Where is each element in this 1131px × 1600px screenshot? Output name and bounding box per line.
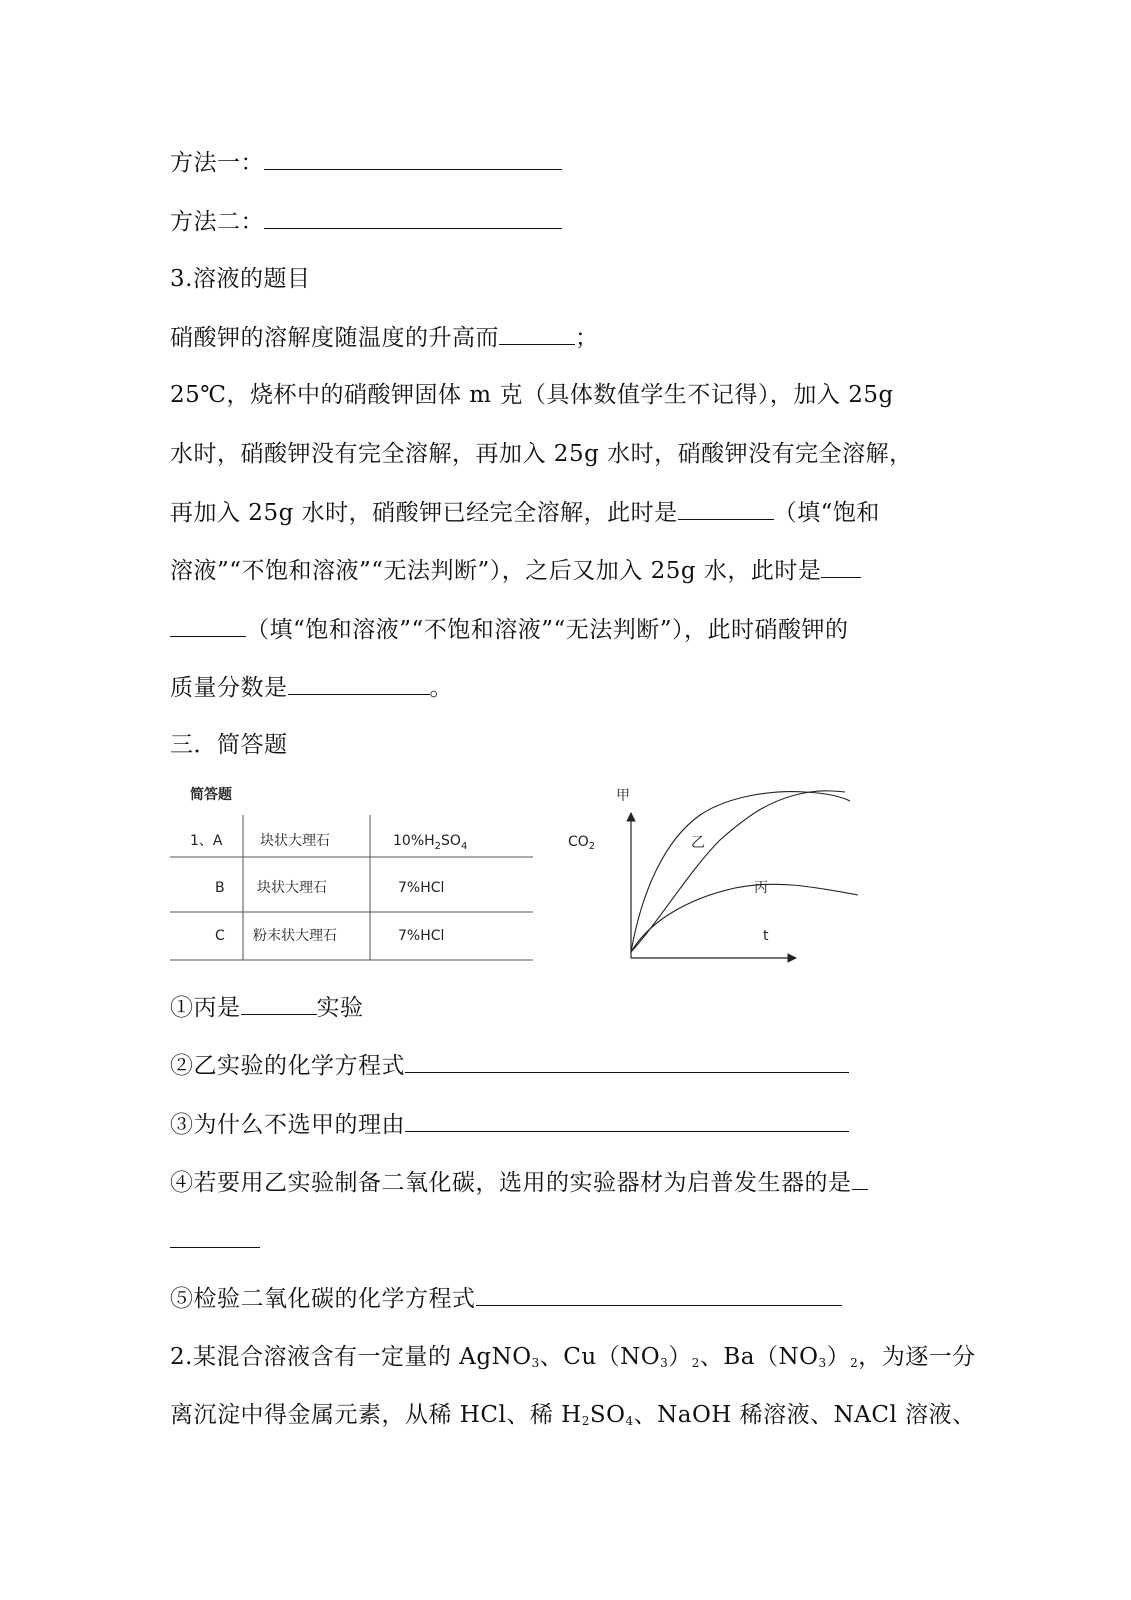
row-b-material: 块状大理石	[257, 880, 327, 896]
short-answer-4-cont	[170, 1225, 260, 1256]
short-answer-1-blank[interactable]	[241, 992, 317, 1015]
method-one-label: 方法一：	[170, 150, 264, 176]
question3-text-f: （填“饱和溶液”“不饱和溶液”“无法判断”），此时硝酸钾的	[246, 617, 849, 643]
short-answer-4	[170, 1167, 868, 1198]
short-answer-4-blank-a[interactable]	[852, 1167, 868, 1190]
short-answer-1-text-b: 实验	[316, 995, 364, 1021]
label-jia: 甲	[616, 788, 630, 804]
short-answer-3-blank[interactable]	[405, 1109, 849, 1132]
state-blank-2b[interactable]	[170, 614, 246, 637]
short-answer-5-blank[interactable]	[476, 1283, 842, 1306]
row-b-acid: 7%HCl	[398, 880, 445, 896]
co2-time-chart	[560, 780, 890, 970]
method-one-blank[interactable]	[264, 147, 562, 170]
method-two-line	[170, 206, 562, 237]
question3-title: 3.溶液的题目	[170, 266, 311, 292]
state-blank-1[interactable]	[678, 497, 774, 520]
short-answer-5-text: ⑤检验二氧化碳的化学方程式	[170, 1286, 476, 1312]
solubility-blank[interactable]	[499, 322, 575, 345]
method-one-line	[170, 147, 562, 178]
question3-line-g	[170, 672, 453, 703]
row-b-label: B	[215, 880, 225, 896]
curve-jia	[631, 792, 850, 952]
short-answer-3-text: ③为什么不选甲的理由	[170, 1112, 405, 1138]
mass-fraction-blank[interactable]	[288, 672, 430, 695]
row-a-material: 块状大理石	[260, 833, 330, 849]
method-two-label: 方法二：	[170, 209, 264, 235]
label-yi: 乙	[691, 835, 705, 851]
short-answer-2-blank[interactable]	[405, 1050, 849, 1073]
short-answer-2-text: ②乙实验的化学方程式	[170, 1053, 405, 1079]
section3-heading: 三．简答题	[170, 732, 288, 758]
question3-line-e	[170, 555, 861, 586]
row-c-material: 粉末状大理石	[253, 928, 337, 944]
short-answer-2	[170, 1050, 849, 1081]
short-answer-3	[170, 1109, 849, 1140]
y-axis-label: $CO_2$	[568, 834, 596, 852]
x-axis-label: t	[763, 928, 769, 944]
row-a-acid: $10\%H_2SO_4$	[393, 833, 468, 852]
short-answer-4-blank-b[interactable]	[170, 1225, 260, 1248]
question3-text-d1: 再加入 25g 水时，硝酸钾已经完全溶解，此时是	[170, 500, 678, 526]
label-bing: 丙	[754, 880, 768, 896]
question3-text-a-end: ；	[575, 325, 599, 351]
question3-text-d2: （填“饱和	[773, 500, 880, 526]
problem2-line-a: 2.某混合溶液含有一定量的 AgNO$_3$、$Cu(NO_3)_2$、$Ba(NO_3)_2$，为逐一分	[170, 1344, 976, 1370]
question3-text-a: 硝酸钾的溶解度随温度的升高而	[170, 325, 499, 351]
question3-line-d	[170, 497, 880, 528]
experiment-table	[165, 780, 535, 970]
question3-line-a	[170, 322, 599, 353]
question3-line-f	[170, 614, 849, 645]
short-answer-4-text: ④若要用乙实验制备二氧化碳，选用的实验器材为启普发生器的是	[170, 1170, 852, 1196]
short-answer-1-text-a: ①丙是	[170, 995, 241, 1021]
curve-yi	[631, 791, 845, 952]
row-c-label: C	[215, 928, 225, 944]
question3-line-c: 水时，硝酸钾没有完全溶解，再加入 25g 水时，硝酸钾没有完全溶解，	[170, 441, 913, 467]
short-answer-1	[170, 992, 364, 1023]
problem2-line-b: 离沉淀中得金属元素，从稀 HCl、稀 $H_2SO_4$、NaOH 稀溶液、NACl 溶液、	[170, 1402, 976, 1428]
short-answer-5	[170, 1283, 842, 1314]
table-title: 简答题	[190, 787, 232, 803]
question3-text-g1: 质量分数是	[170, 675, 288, 701]
question3-text-g2: 。	[429, 675, 453, 701]
curve-bing	[631, 884, 858, 952]
row-a-label: 1、A	[190, 833, 223, 849]
method-two-blank[interactable]	[264, 206, 562, 229]
question3-line-b: 25℃，烧杯中的硝酸钾固体 m 克（具体数值学生不记得），加入 25g	[170, 382, 894, 408]
question3-text-e1: 溶液”“不饱和溶液”“无法判断”），之后又加入 25g 水，此时是	[170, 558, 822, 584]
row-c-acid: 7%HCl	[398, 928, 445, 944]
state-blank-2a[interactable]	[821, 555, 861, 578]
